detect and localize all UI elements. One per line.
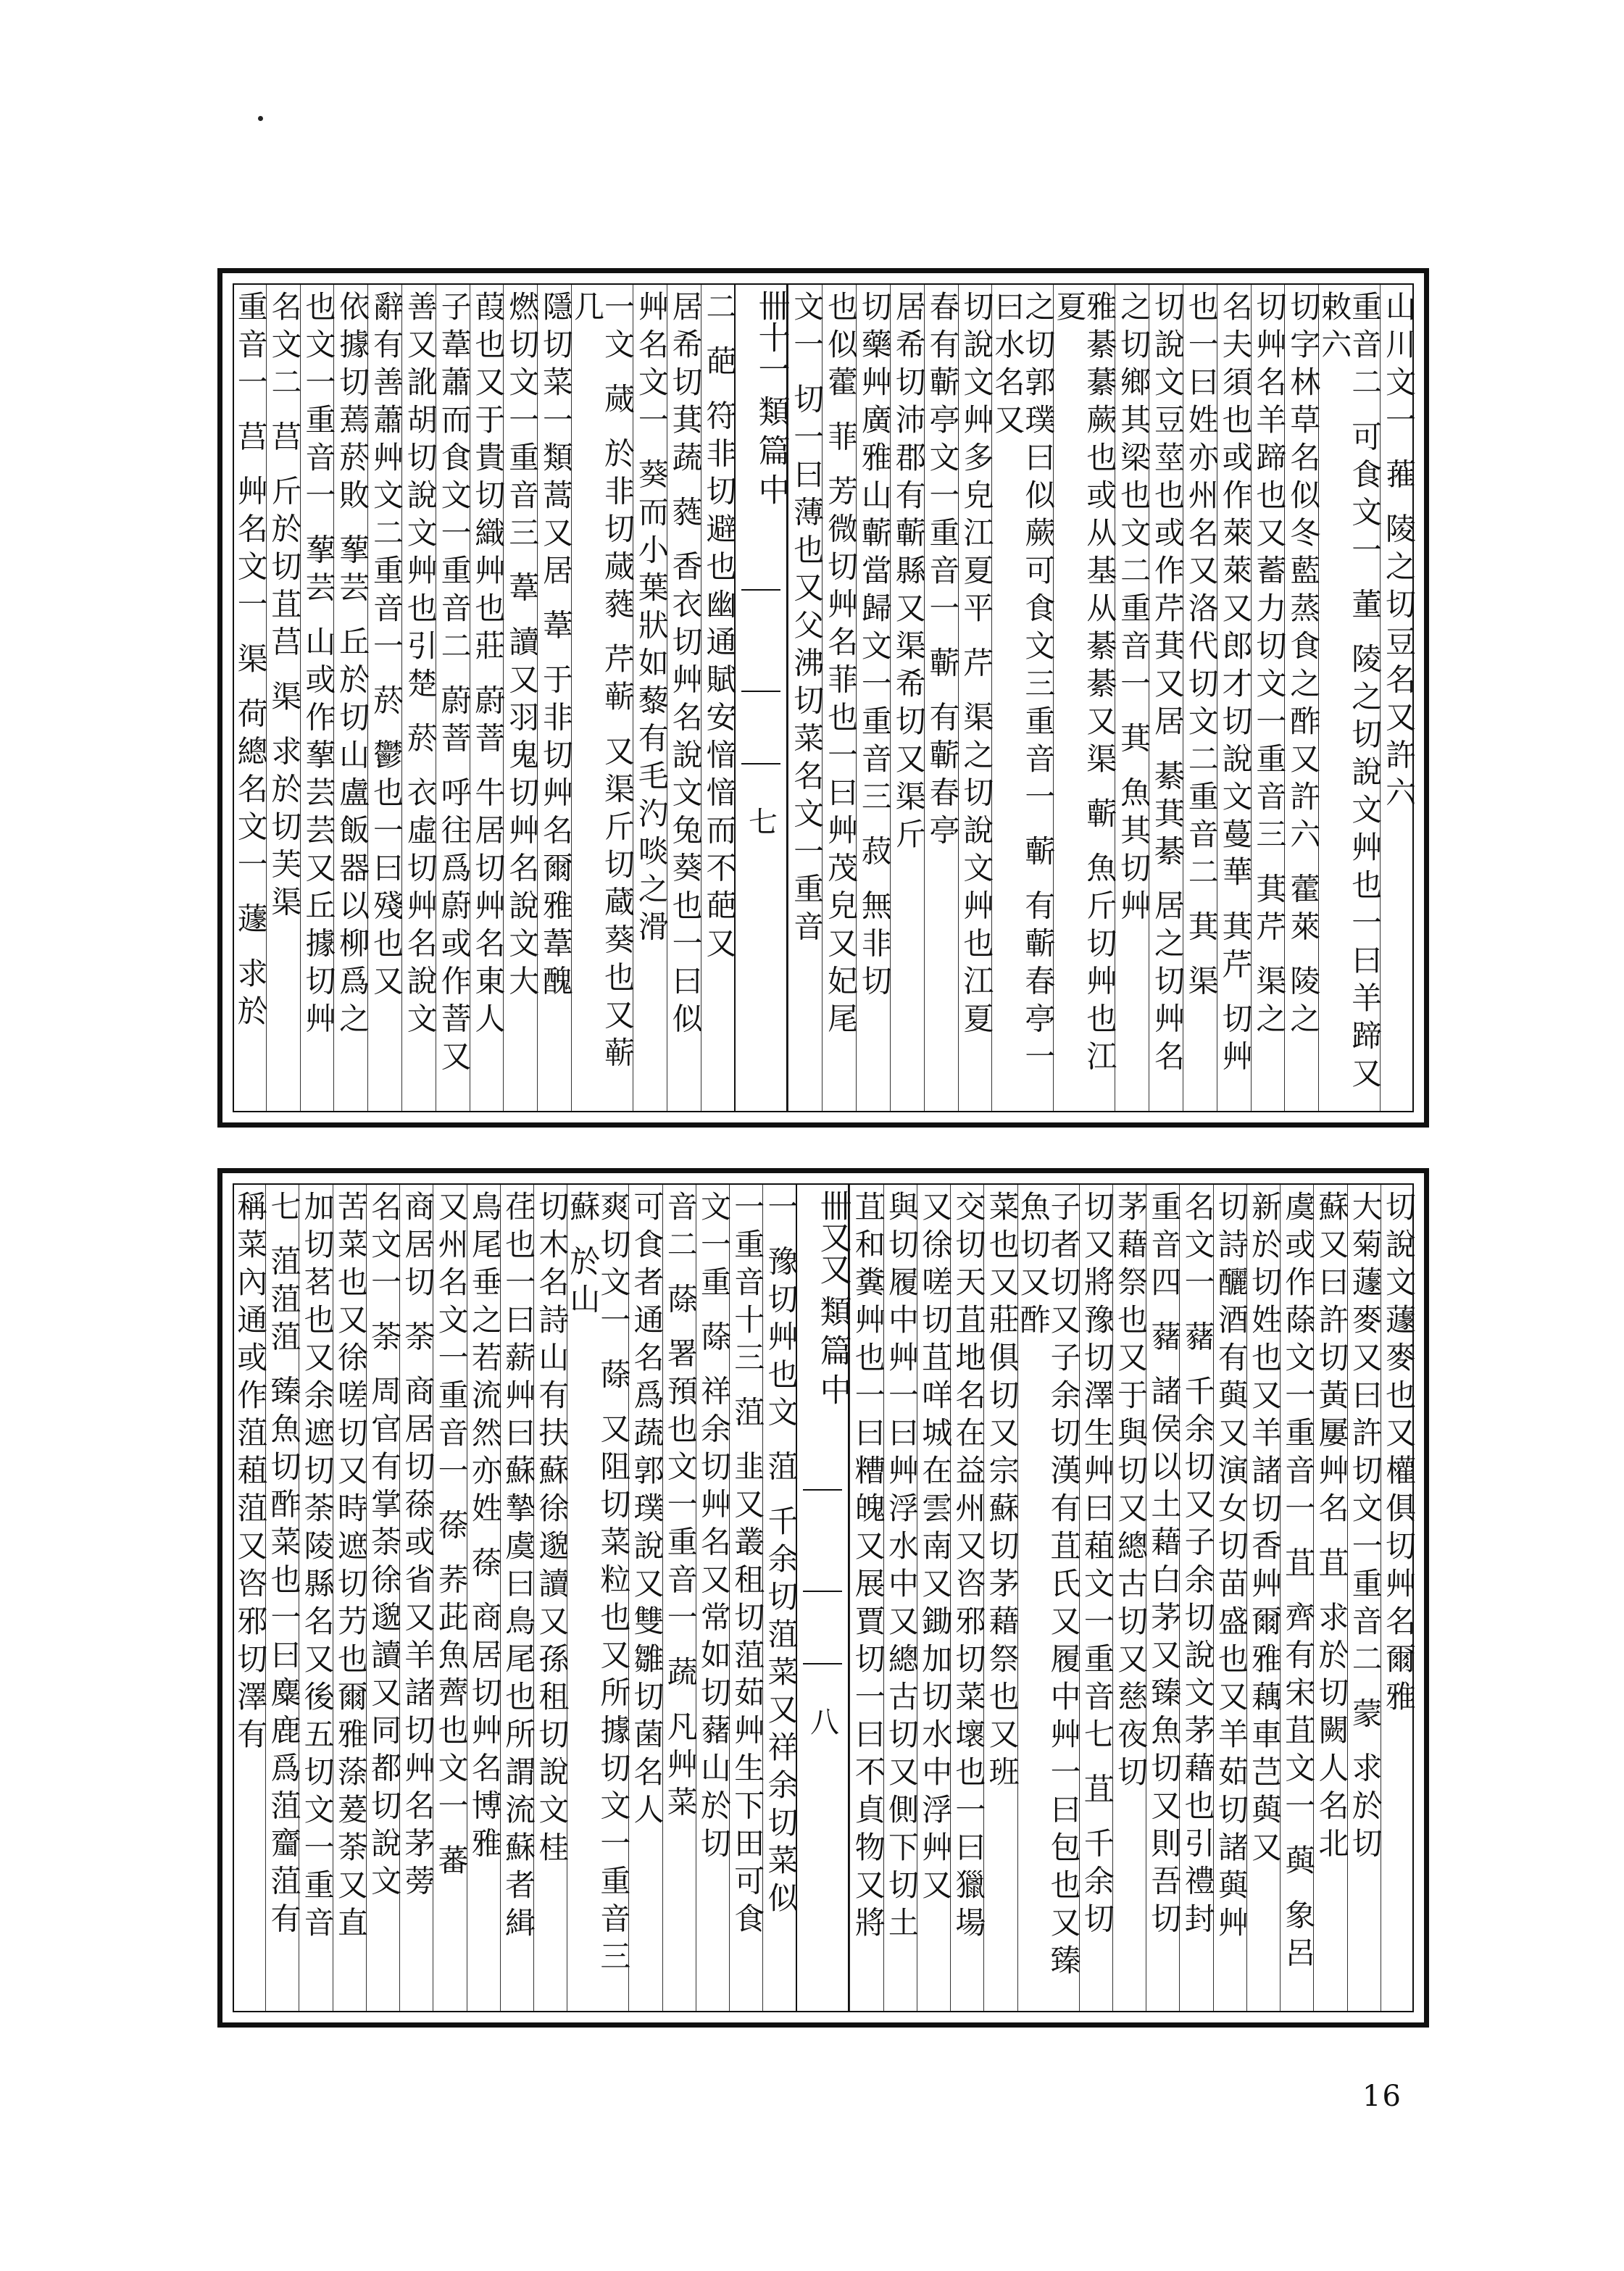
text-column: 子者切又子余切漢有苴氏又履中艸一曰包也又臻魚切又酢 <box>1017 1185 1079 2011</box>
text-column: 菜也又莊俱切又宗蘇切茅藉祭也又班 <box>983 1185 1017 2011</box>
text-column: 名文一 荼 周官有掌荼徐邈讀又同都切說文 <box>366 1185 399 2011</box>
text-column: 茅藉祭也又于與切又總古切又慈夜切 <box>1112 1185 1146 2011</box>
text-column: 二 葩 符非切避也幽通賦安愔愔而不葩又 <box>701 285 735 1111</box>
text-column: 切說文蘧麥也又權俱切艸名爾雅 <box>1381 1185 1414 2011</box>
bottom-page-panel <box>217 1168 1429 2028</box>
text-column: 蘇又曰許切黃屢艸名 苴 求於切闕人名北 <box>1313 1185 1346 2011</box>
banner-marker: 卌又又 <box>814 1189 851 1285</box>
text-column: 之切郭璞曰似蕨可食文三重音一 蘄 有蘄春亭一曰水名又 <box>991 285 1053 1111</box>
text-column: 居希切萁蔬 蕤 香衣切艸名說文兔葵也一曰似 <box>667 285 701 1111</box>
banner-marker: 卌十一 <box>752 289 790 385</box>
text-column: 新於切姓也又羊諸切香艸爾雅藕車芑藇又 <box>1246 1185 1280 2011</box>
text-column: 大菊蘧麥又曰許切文一重音二 蒙 求於切 <box>1347 1185 1381 2011</box>
text-column: 切木名詩山有扶蘇徐邈讀又孫租切說文桂 <box>533 1185 567 2011</box>
banner-title: 類篇中 <box>814 1295 851 1412</box>
text-column: 切詩釃酒有藇又演女切苗盛也又羊茹切諸藇艸 <box>1213 1185 1246 2011</box>
text-column: 也一曰姓亦州名又洛代切文二重音二 萁 渠 <box>1183 285 1217 1111</box>
text-column: 切字林草名似冬藍蒸食之酢又許六 藿萊 陵之 <box>1284 285 1318 1111</box>
text-columns <box>233 1185 1417 2011</box>
text-column: 重音四 藸 諸侯以土藉白茅又臻魚切又則吾切 <box>1146 1185 1179 2011</box>
text-column: 又州名文一重音一 蒣 荞茈魚薺也文一 蕃 <box>433 1185 466 2011</box>
fold-mark <box>803 1489 842 1491</box>
text-column: 切又將豫切澤生艸曰蒩文一重音七 苴 千余切 <box>1079 1185 1112 2011</box>
text-column: 山川文一 蓷 陵之切豆名又許六 <box>1380 285 1414 1111</box>
text-column: 鳥尾垂之若流然亦姓 蒣 商居切艸名博雅 <box>467 1185 500 2011</box>
text-column: 虞或作蒢文一重音一 苴 齊有宋苴文一 藇 象呂 <box>1280 1185 1313 2011</box>
text-column: 重音一 莒 艸名文一 渠 荷總名文一 蘧 求於 <box>233 291 269 1033</box>
text-column: 隱切菜一類蒿又居 葦 于非切艸名爾雅葦醜 <box>537 285 571 1111</box>
fold-mark <box>741 691 780 692</box>
text-column: 也文一重音一 蒘芸 山或作蒘芸芸又丘據切艸 <box>300 285 334 1111</box>
text-column: 加切茗也又余遮切荼陵縣名又後五切文一重音 <box>299 1185 332 2011</box>
text-column: 一 豫切艸也文 菹 千余切菹菜又祥余切菜似 <box>762 1185 796 2011</box>
text-column: 艸名文一 葵而小葉狀如藜有毛汋啖之滑 <box>633 285 667 1111</box>
text-column: 切說文艸多皃江夏平 芹 渠之切說文艸也江夏 <box>958 285 992 1111</box>
fold-banner <box>734 285 788 1111</box>
fold-mark <box>741 763 780 764</box>
text-column: 交切天苴地名在益州又咨邪切菜壞也一曰獵場 <box>950 1185 983 2011</box>
ink-dot <box>258 116 263 121</box>
text-column: 重音二 可食文一 董 陵之切說文艸也一曰羊蹄又敕六 <box>1318 285 1380 1111</box>
banner-page: 七 <box>744 807 778 836</box>
page-number: 16 <box>1362 2080 1402 2113</box>
banner-title: 類篇中 <box>752 395 790 512</box>
banner-page: 八 <box>805 1707 839 1735</box>
text-column: 苦菜也又徐嗟切又時遮切芀也爾雅蒤萲荼又直 <box>333 1185 366 2011</box>
fold-banner <box>796 1185 849 2011</box>
text-column: 切說文豆莖也或作芹萁又居 綦萁綦 居之切艸名 <box>1149 285 1183 1111</box>
text-column: 之切鄉其梁也文二重音一 萁 魚其切艸 <box>1115 285 1149 1111</box>
fold-mark <box>741 589 780 591</box>
text-column: 商居切 荼 商居切蒣或省又羊諸切艸名茅蒡 <box>399 1185 433 2011</box>
fold-mark <box>803 1663 842 1664</box>
text-column: 雅綦藄蕨也或从基从綦綦又渠 蘄 魚斤切艸也江夏 <box>1053 285 1115 1111</box>
text-column: 可食者通名爲蔬郭璞說又雙雛切菌名人 <box>628 1185 662 2011</box>
text-column: 一文 蒇 於非切蒇蕤 芹蕲 又渠斤切蔵葵也又蕲几 <box>571 285 633 1111</box>
text-column: 苴和糞艸也一曰糟魄又展賈切一曰不貞物又將 <box>849 1185 883 2011</box>
text-column: 荏也一曰薪艸曰蘇摯虞曰鳥尾也所謂流蘇者緝 <box>500 1185 533 2011</box>
text-column: 子葦蕭而食文一重音二 蔚萻 呼往爲蔚或作萻又 <box>436 285 470 1111</box>
text-column: 切藥艸廣雅山蘄當歸文一重音三 菽 無非切 <box>856 285 890 1111</box>
text-column: 善又訛胡切說文艸也引楚 菸 衣虛切艸名說文 <box>401 285 436 1111</box>
top-page-panel <box>217 268 1429 1128</box>
text-column: 七 菹菹菹 臻魚切酢菜也一曰麋鹿爲菹齏菹有 <box>265 1185 299 2011</box>
text-column: 葭也又于貴切織艸也莊 蔚萻 牛居切艸名東人 <box>470 285 504 1111</box>
text-column: 文一重 蒢 祥余切艸名又常如切藸山於切 <box>696 1185 729 2011</box>
text-column: 也似藿 菲 芳微切艸名菲也一曰艸茂皃又妃尾 <box>822 285 856 1111</box>
text-column: 辭有善蕭艸文二重音一 菸 鬱也一曰殘也又 <box>367 285 401 1111</box>
text-column: 音二 蒢 署預也文一重音一 蔬 凡艸菜 <box>662 1185 696 2011</box>
text-column: 名文二 莒 斤於切苴莒 渠 求於切芙渠 <box>266 285 300 1111</box>
text-column: 稱菜內通或作菹蒩菹又咨邪切澤有 <box>233 1191 269 1756</box>
text-column: 文一 切一曰薄也又父沸切菜名文一重音 <box>788 285 822 1111</box>
text-column: 燃切文一重音三 葦 讀又羽鬼切艸名說文大 <box>503 285 537 1111</box>
text-column: 依據切蔫菸敗 蒘芸 丘於切山盧飯器以柳爲之 <box>333 285 367 1111</box>
text-column: 一重音十三 菹 韭又叢租切菹茹艸生下田可食 <box>729 1185 762 2011</box>
text-column: 春有蘄亭文一重音一 蘄 有蘄春亭 <box>924 285 958 1111</box>
text-column: 居希切沛郡有蘄縣又渠希切又渠斤 <box>890 285 924 1111</box>
text-column: 切艸名羊蹄也又蓄力切文一重音三 萁芹 渠之 <box>1251 285 1285 1111</box>
text-column: 又徐嗟切苴咩城在雲南又鋤加切水中浮艸又 <box>917 1185 950 2011</box>
text-column: 與切履中艸一曰艸浮水中又總古切又側下切土 <box>883 1185 917 2011</box>
fold-mark <box>803 1591 842 1592</box>
text-column: 名夫須也或作萊萊又郎才切說文蔓華 萁芹 切艸 <box>1217 285 1251 1111</box>
text-column: 名文一 藸 千余切又子余切說文茅藉也引禮封 <box>1179 1185 1212 2011</box>
text-column: 爽切文一 蒢 又阻切菜粒也又所據切文一重音三 蘇 於山 <box>567 1185 628 2011</box>
text-columns <box>233 285 1417 1111</box>
